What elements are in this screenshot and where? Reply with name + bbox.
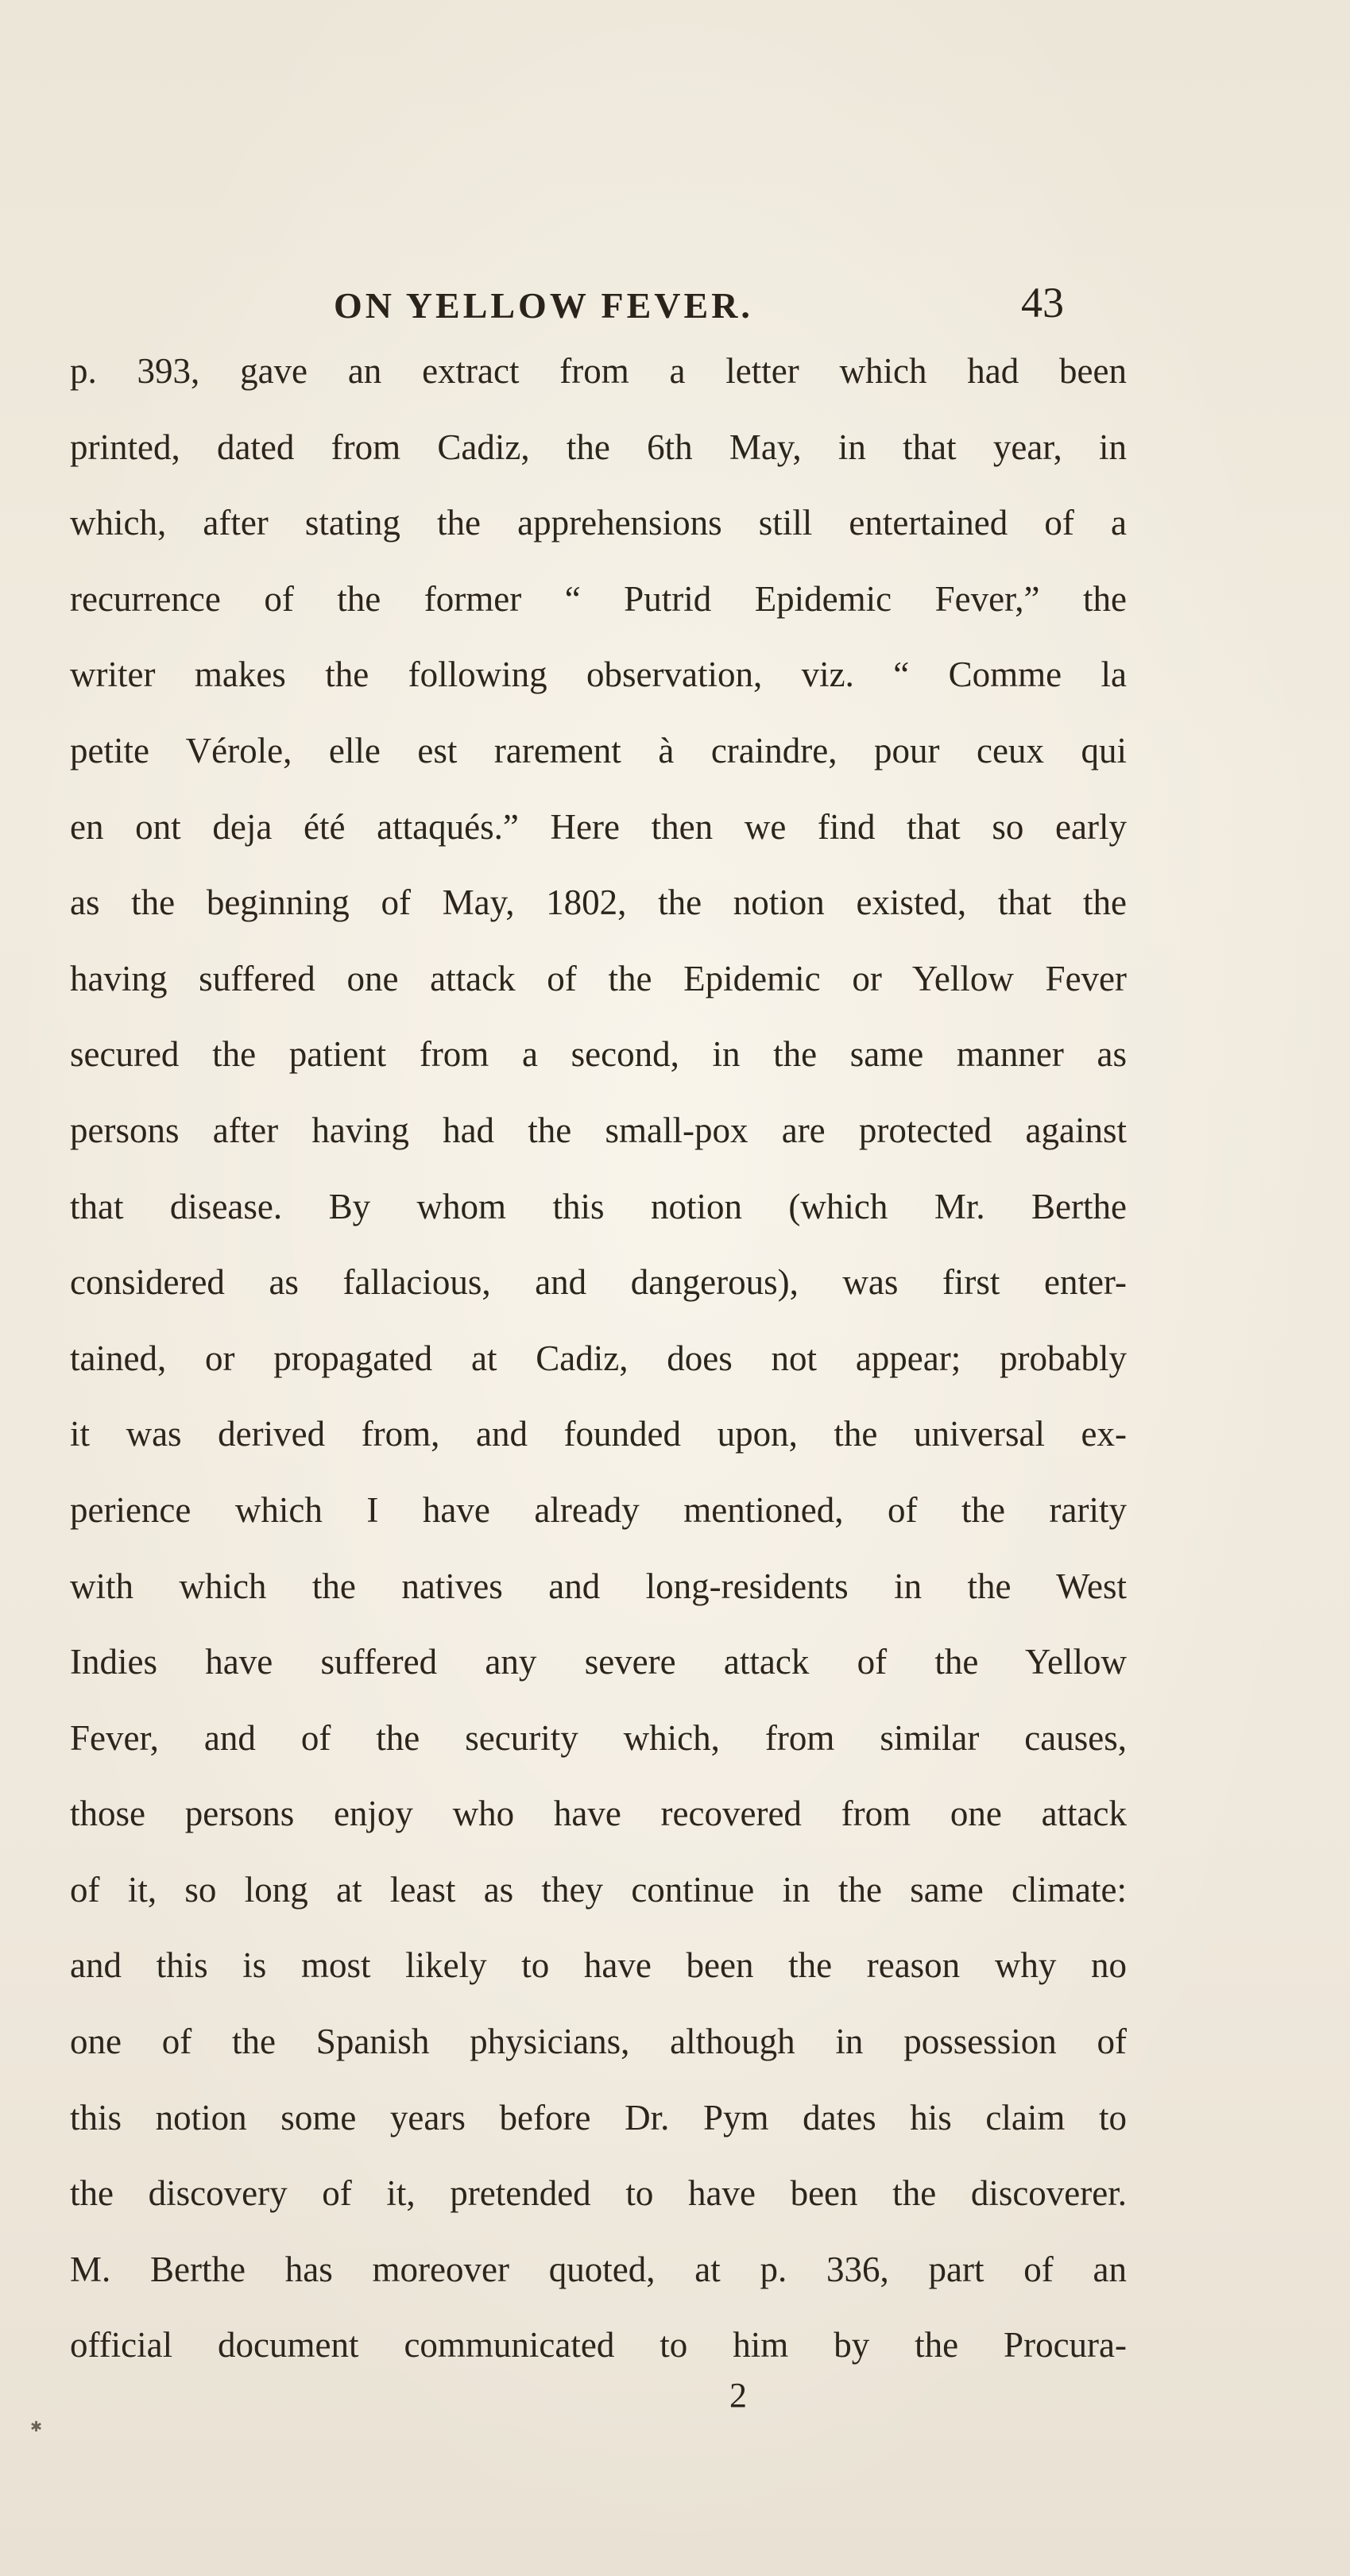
text-line: Fever, and of the security which, from similar causes, <box>70 1717 1127 1758</box>
text-line: those persons enjoy who have recovered from one attack <box>70 1794 1127 1834</box>
text-line: considered as fallacious, and dangerous), was first enter- <box>70 1262 1127 1303</box>
text-line: as the beginning of May, 1802, the notion existed, that the <box>70 882 1127 923</box>
text-line: with which the natives and long-residents in the West <box>70 1566 1127 1606</box>
text-line: this notion some years before Dr. Pym dates his claim to <box>70 2097 1127 2138</box>
ink-speck: ✱ <box>30 2419 43 2435</box>
text-line: petite Vérole, elle est rarement à craindre, pour ceux qui <box>70 730 1127 770</box>
text-line: which, after stating the apprehensions still entertained of a <box>70 503 1127 543</box>
running-title: ON YELLOW FEVER. <box>334 285 753 326</box>
text-line: and this is most likely to have been the reason why no <box>70 1945 1127 1986</box>
text-line: perience which I have already mentioned, of the rarity <box>70 1489 1127 1530</box>
text-line: p. 393, gave an extract from a letter which had been <box>70 351 1127 391</box>
text-line: printed, dated from Cadiz, the 6th May, in that year, in <box>70 427 1127 467</box>
text-line: secured the patient from a second, in the same manner as <box>70 1034 1127 1075</box>
body-text <box>70 334 1127 2384</box>
text-line: official document communicated to him by the Procura- <box>70 2325 1127 2366</box>
text-line: it was derived from, and founded upon, the universal ex- <box>70 1414 1127 1454</box>
text-line: the discovery of it, pretended to have been the discoverer. <box>70 2173 1127 2214</box>
text-line: recurrence of the former “ Putrid Epidemic Fever,” the <box>70 578 1127 619</box>
text-line: persons after having had the small-pox are protected against <box>70 1110 1127 1150</box>
text-line: of it, so long at least as they continue in the same climate: <box>70 1869 1127 1910</box>
text-line: one of the Spanish physicians, although in possession of <box>70 2022 1127 2062</box>
running-head <box>0 278 1350 342</box>
text-line: that disease. By whom this notion (which Mr. Berthe <box>70 1186 1127 1226</box>
signature-mark: 2 <box>729 2376 747 2415</box>
text-line: Indies have suffered any severe attack of the Yellow <box>70 1642 1127 1682</box>
text-line: M. Berthe has moreover quoted, at p. 336, part of an <box>70 2249 1127 2289</box>
text-line: having suffered one attack of the Epidemic or Yellow Fever <box>70 958 1127 998</box>
text-line: en ont deja été attaqués.” Here then we find that so early <box>70 806 1127 847</box>
text-line: tained, or propagated at Cadiz, does not appear; probably <box>70 1338 1127 1378</box>
page-number: 43 <box>1021 279 1064 326</box>
text-line: writer makes the following observation, viz. “ Comme la <box>70 655 1127 695</box>
